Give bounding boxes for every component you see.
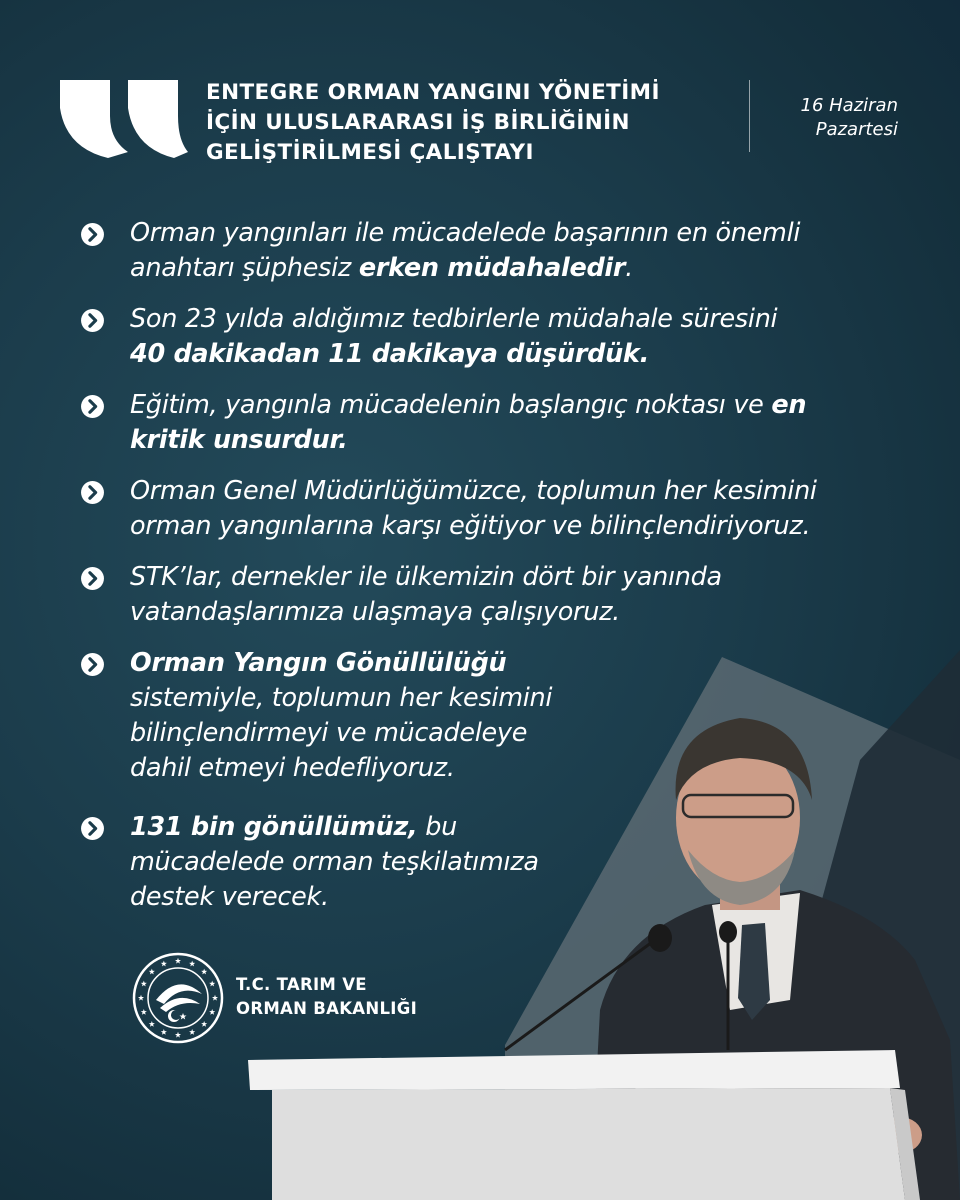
emblem-star	[141, 981, 147, 987]
chevron-circle-icon	[80, 480, 105, 505]
bullet-line	[130, 880, 329, 915]
podium-front	[272, 1088, 905, 1200]
body-text: dahil etmeyi hedefliyoruz.	[130, 753, 455, 783]
chevron-circle-icon	[80, 394, 105, 419]
emblem-star	[189, 961, 195, 967]
bullet-line	[130, 302, 777, 337]
bullet-line	[130, 646, 506, 681]
bullet-line	[130, 423, 348, 458]
bullet-line	[130, 251, 633, 286]
emblem-star	[209, 1009, 215, 1015]
emphasis-text: 40 dakikadan 11 dakikaya düşürdük.	[130, 339, 649, 369]
emphasis-text: erken müdahaledir	[358, 253, 626, 283]
bullet-line	[130, 509, 810, 544]
chevron-circle-icon	[80, 816, 105, 841]
chevron-circle-icon	[80, 652, 105, 677]
bullet-line	[130, 388, 806, 423]
emblem-star	[141, 1009, 147, 1015]
emblem-star	[161, 961, 167, 967]
ministry-line: T.C. TARIM VE	[236, 975, 367, 994]
emblem-star	[189, 1029, 195, 1035]
date-weekday: Pazartesi	[815, 119, 898, 140]
event-title	[206, 78, 746, 168]
title-line: İÇİN ULUSLARARASI İŞ BİRLİĞİNİN	[206, 110, 630, 135]
emblem-star	[149, 1021, 155, 1027]
chevron-circle-icon	[80, 222, 105, 247]
emphasis-text: kritik unsurdur.	[130, 425, 348, 455]
emblem-star	[201, 969, 207, 975]
body-text: orman yangınlarına karşı eğitiyor ve bilinçlendiriyoruz.	[130, 511, 811, 541]
ministry-line: ORMAN BAKANLIĞI	[236, 999, 418, 1018]
ministry-emblem-icon	[130, 950, 226, 1046]
emblem-star	[212, 995, 218, 1001]
bullet-line	[130, 474, 817, 509]
body-text: vatandaşlarımıza ulaşmaya çalışıyoruz.	[130, 597, 620, 627]
bullet-line	[130, 560, 722, 595]
title-divider	[749, 80, 750, 152]
bullet-line	[130, 681, 552, 716]
title-line: ENTEGRE ORMAN YANGINI YÖNETİMİ	[206, 80, 660, 105]
bullet-line	[130, 337, 649, 372]
event-date	[801, 94, 898, 142]
bullet-line	[130, 216, 800, 251]
emblem-star	[175, 1032, 181, 1038]
body-text: bu	[417, 812, 457, 842]
body-text: mücadelede orman teşkilatımıza	[130, 847, 539, 877]
emblem-star	[209, 981, 215, 987]
bullet-line	[130, 716, 527, 751]
body-text: Orman yangınları ile mücadelede başarının en önemli	[130, 218, 801, 248]
body-text: bilinçlendirmeyi ve mücadeleye	[130, 718, 528, 748]
microphone-left	[648, 924, 672, 952]
body-text: Son 23 yılda aldığımız tedbirlerle müdahale süresini	[130, 304, 778, 334]
double-quote-icon	[58, 78, 188, 164]
body-text: .	[625, 253, 633, 283]
bullet-line	[130, 845, 539, 880]
emblem-star	[149, 969, 155, 975]
body-text: destek verecek.	[130, 882, 329, 912]
emblem-star	[201, 1021, 207, 1027]
bullet-line	[130, 595, 620, 630]
microphone-right	[719, 921, 737, 943]
ministry-name	[236, 973, 417, 1021]
title-line: GELİŞTİRİLMESİ ÇALIŞTAYI	[206, 140, 534, 165]
body-text: anahtarı şüphesiz	[130, 253, 359, 283]
emphasis-text: en	[771, 390, 807, 420]
emphasis-text: Orman Yangın Gönüllülüğü	[130, 648, 507, 678]
body-text: sistemiyle, toplumun her kesimini	[130, 683, 553, 713]
emblem-star	[138, 995, 144, 1001]
body-text: STK’lar, dernekler ile ülkemizin dört bir yanında	[130, 562, 722, 592]
emblem-star	[161, 1029, 167, 1035]
date-day: 16 Haziran	[800, 95, 898, 116]
chevron-circle-icon	[80, 308, 105, 333]
emblem-star	[175, 958, 181, 964]
emphasis-text: 131 bin gönüllümüz,	[130, 812, 418, 842]
bullet-line	[130, 810, 457, 845]
podium-top	[248, 1050, 900, 1090]
bullet-line	[130, 751, 455, 786]
body-text: Orman Genel Müdürlüğümüzce, toplumun her kesimini	[130, 476, 817, 506]
chevron-circle-icon	[80, 566, 105, 591]
body-text: Eğitim, yangınla mücadelenin başlangıç noktası ve	[130, 390, 772, 420]
